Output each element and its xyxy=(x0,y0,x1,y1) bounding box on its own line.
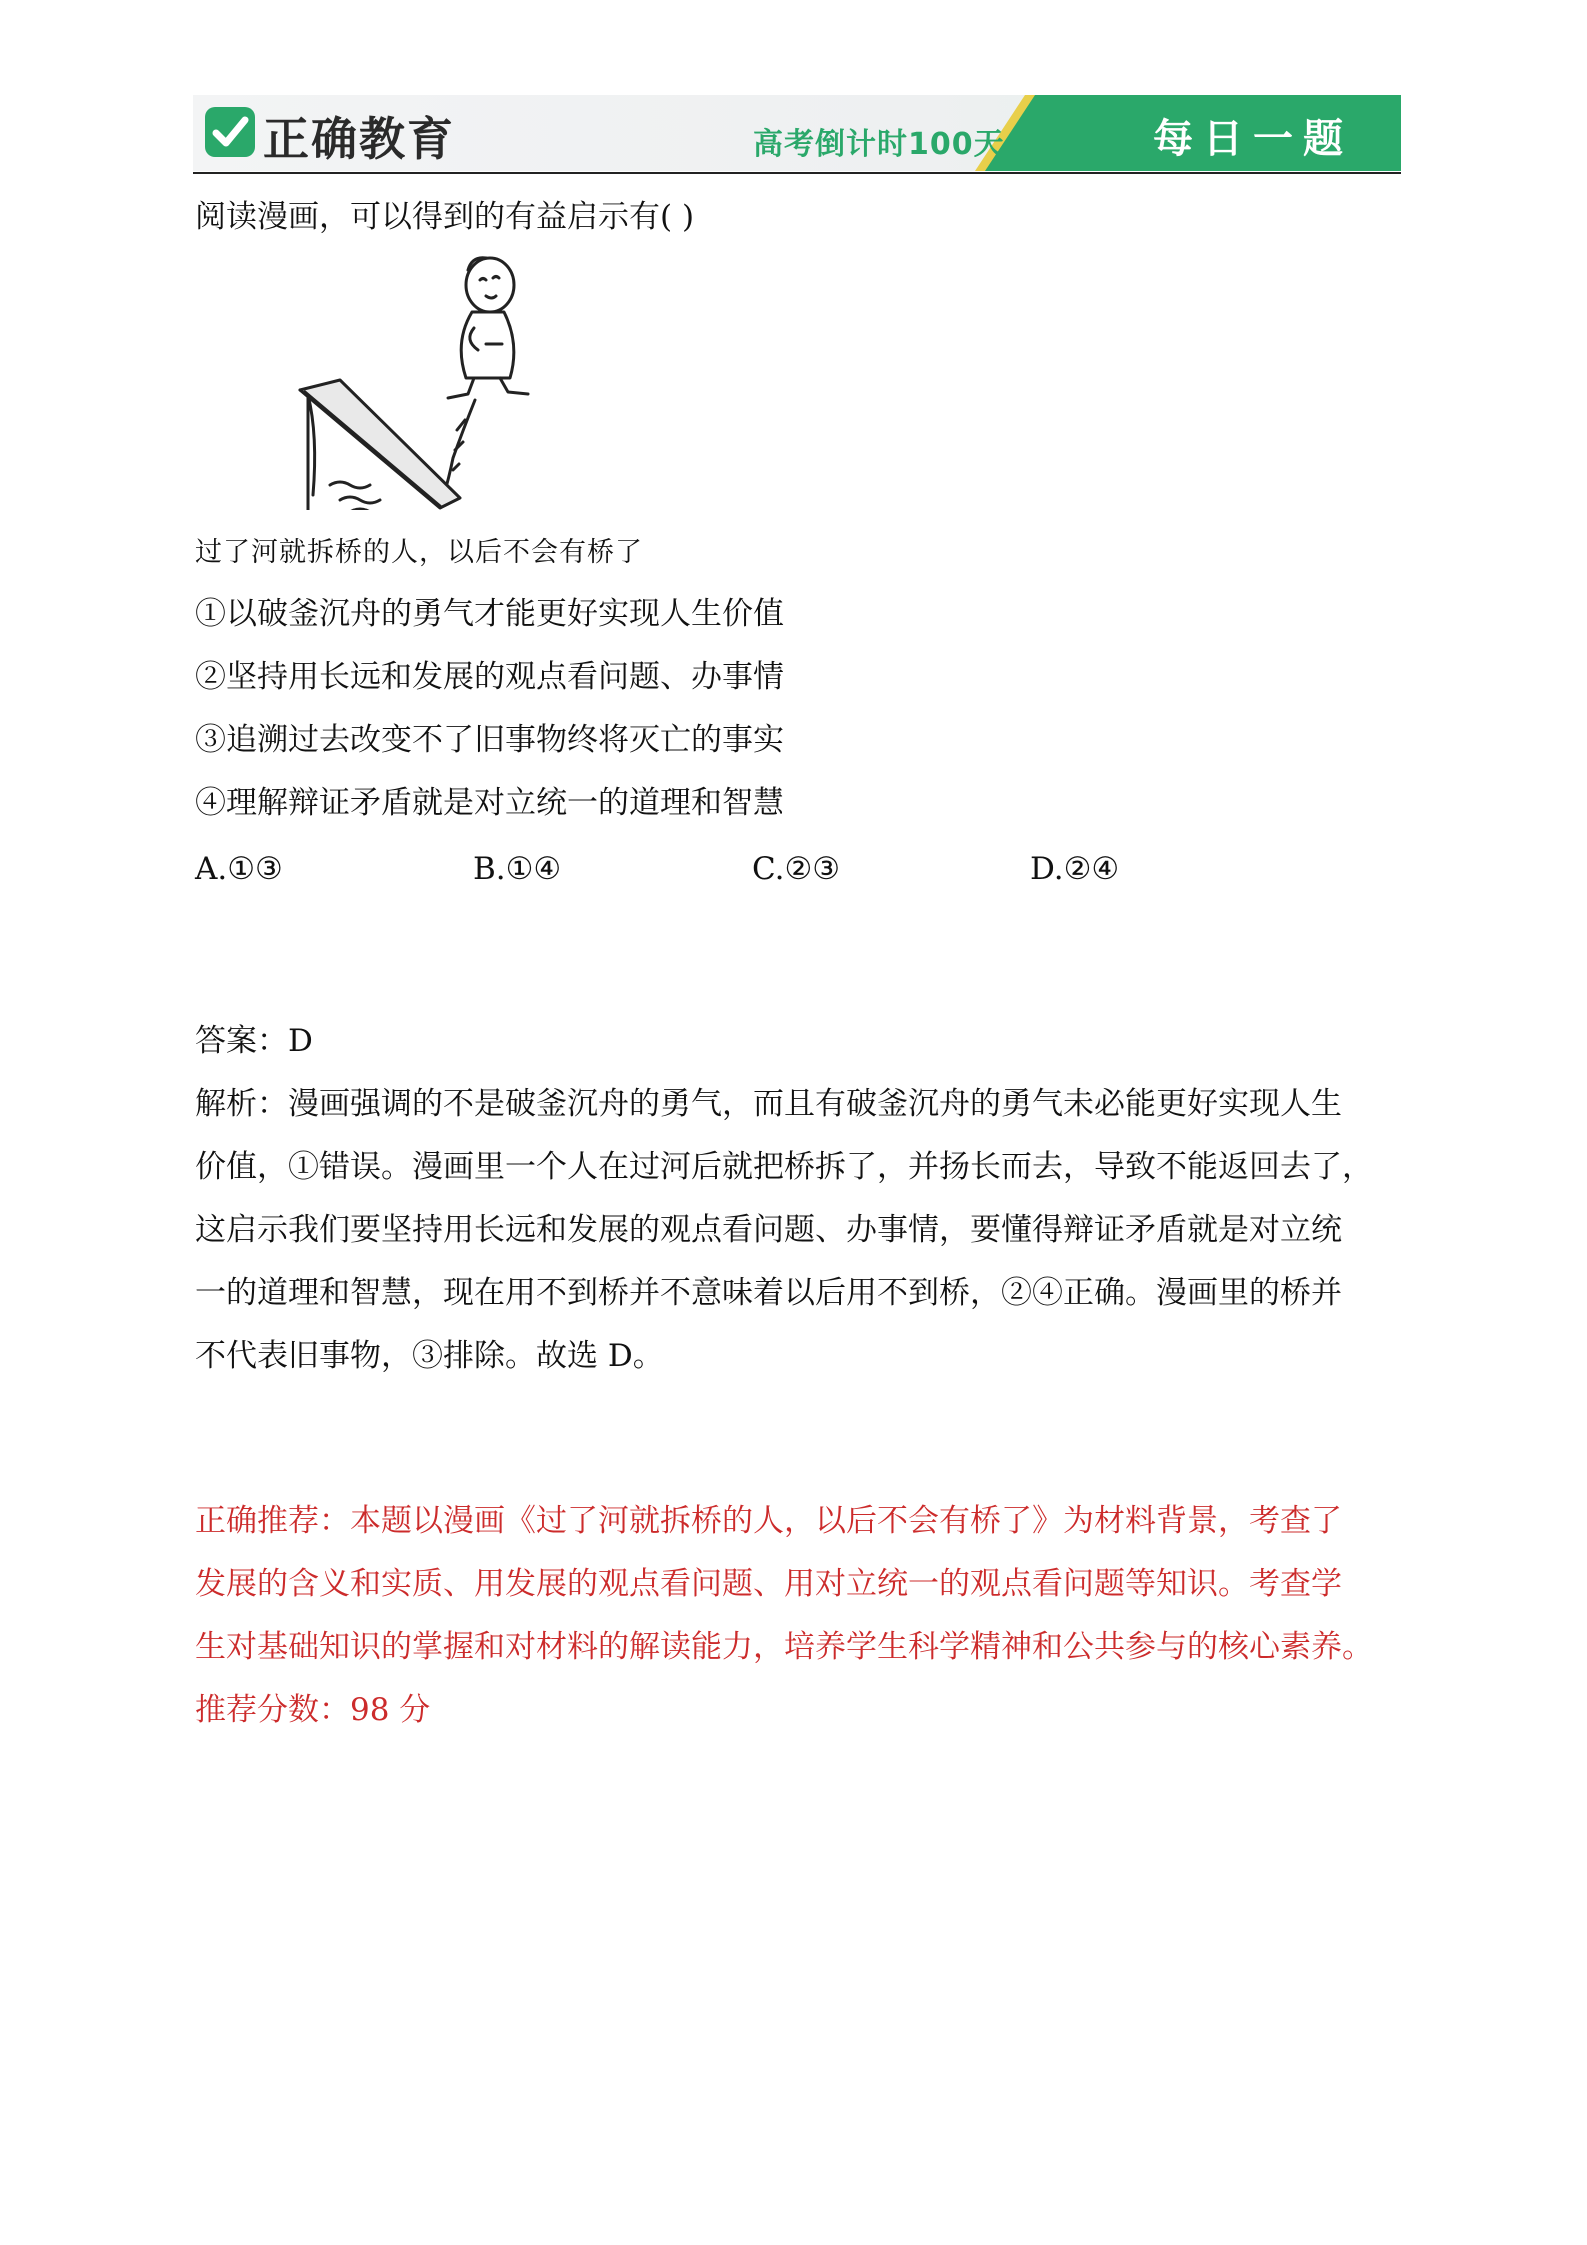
daily-question-label: 每日一题 xyxy=(1153,116,1353,162)
analysis-line: 价值，①错误。漫画里一个人在过河后就把桥拆了，并扬长而去，导致不能返回去了， xyxy=(195,1149,1373,1185)
answer-label: 答案：D xyxy=(195,1023,313,1059)
recommendation-line: 生对基础知识的掌握和对材料的解读能力，培养学生科学精神和公共参与的核心素养。 xyxy=(195,1629,1373,1665)
option-b: B.①④ xyxy=(473,851,562,887)
analysis-line: 一的道理和智慧，现在用不到桥并不意味着以后用不到桥，②④正确。漫画里的桥并 xyxy=(195,1275,1342,1311)
brand-name: 正确教育 xyxy=(263,112,455,166)
header-banner xyxy=(193,95,1401,171)
analysis-line: 这启示我们要坚持用长远和发展的观点看问题、办事情，要懂得辩证矛盾就是对立统 xyxy=(195,1212,1342,1248)
analysis-line: 解析：漫画强调的不是破釜沉舟的勇气，而且有破釜沉舟的勇气未必能更好实现人生 xyxy=(195,1086,1342,1122)
statement-1: ①以破釜沉舟的勇气才能更好实现人生价值 xyxy=(195,596,784,632)
header-divider xyxy=(193,172,1401,174)
statement-4: ④理解辩证矛盾就是对立统一的道理和智慧 xyxy=(195,785,784,821)
cartoon-caption: 过了河就拆桥的人，以后不会有桥了 xyxy=(195,537,643,568)
statement-3: ③追溯过去改变不了旧事物终将灭亡的事实 xyxy=(195,722,784,758)
recommendation-line: 正确推荐：本题以漫画《过了河就拆桥的人，以后不会有桥了》为材料背景，考查了 xyxy=(195,1503,1342,1539)
option-c: C.②③ xyxy=(752,851,841,887)
option-d: D.②④ xyxy=(1030,851,1120,887)
check-logo-icon xyxy=(205,107,255,157)
cartoon-illustration xyxy=(290,250,570,510)
question-stem: 阅读漫画，可以得到的有益启示有( ) xyxy=(195,199,695,235)
recommendation-score: 推荐分数：98 分 xyxy=(195,1692,431,1728)
recommendation-line: 发展的含义和实质、用发展的观点看问题、用对立统一的观点看问题等知识。考查学 xyxy=(195,1566,1342,1602)
countdown-label: 高考倒计时100天 xyxy=(753,127,1005,162)
option-a: A.①③ xyxy=(195,851,283,887)
analysis-line: 不代表旧事物，③排除。故选 D。 xyxy=(195,1338,664,1374)
statement-2: ②坚持用长远和发展的观点看问题、办事情 xyxy=(195,659,784,695)
